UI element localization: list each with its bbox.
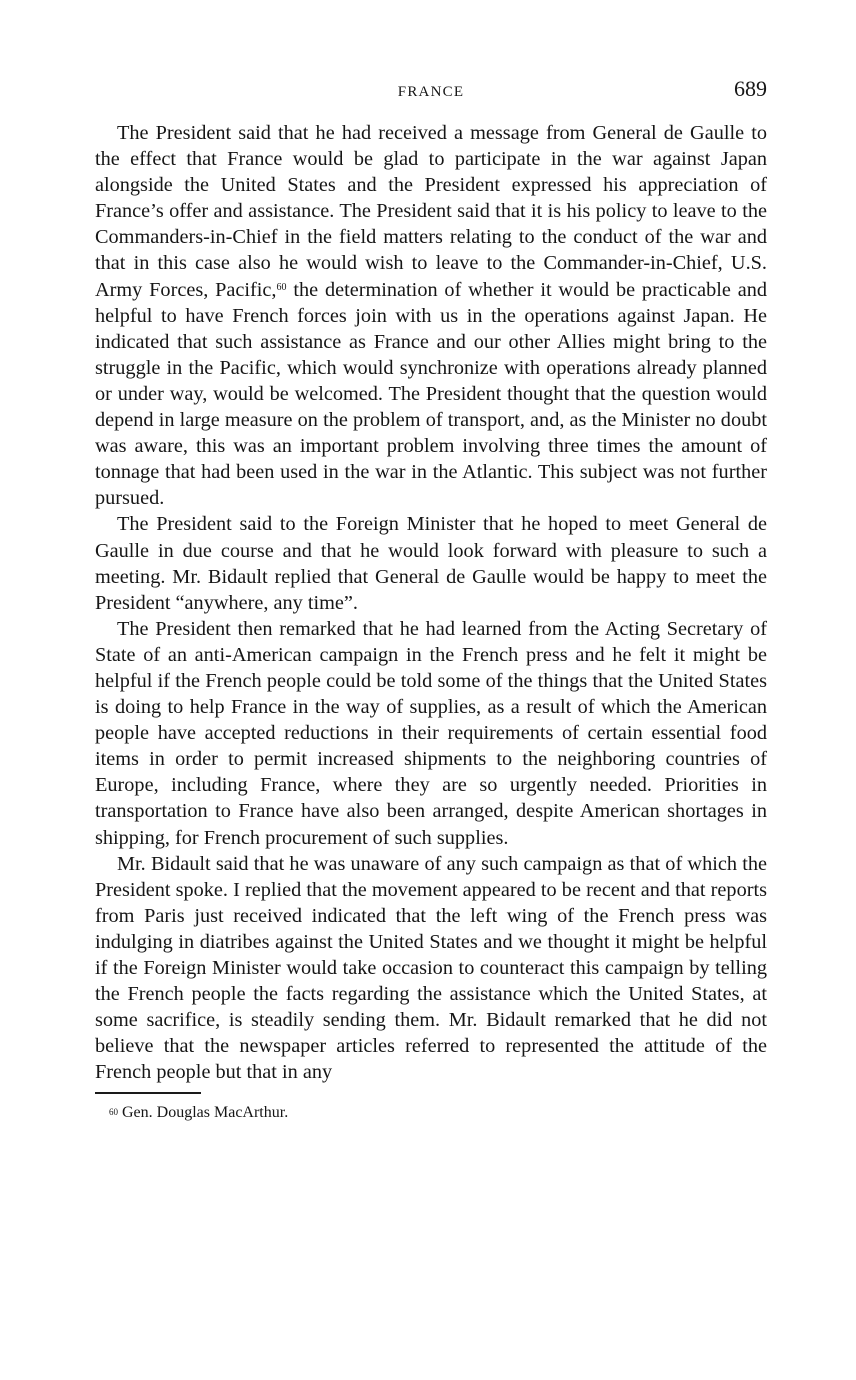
paragraph-1	[95, 120, 767, 511]
paragraph-1-text-before-note: The President said that he had received a message from General de Gaulle to the effect that France would be glad to participate in the war against Japan alongside the United States and the President expressed his appreciation of France’s offer and assistance. The President said that it is his policy to leave to the Commanders-in-Chief in the field matters relating to the conduct of the war and that in this case also he would wish to leave to the Commander-in-Chief, U.S. Army Forces, Pacific,	[95, 122, 767, 301]
paragraph-3: The President then remarked that he had learned from the Acting Secretary of State of an anti-American campaign in the French press and he felt it might be helpful if the French people could be told some of the things that the United States is doing to help France in the way of supplies, as a result of which the American people have accepted reductions in their requirements of certain essential food items in order to permit increased shipments to the neighboring countries of Europe, including France, where they are so urgently needed. Priorities in transportation to France have also been arranged, despite American shortages in shipping, for French procurement of such supplies.	[95, 617, 767, 849]
footnote-number: 60	[109, 1107, 118, 1118]
page-number: 689	[734, 76, 767, 101]
running-title: FRANCE	[397, 84, 465, 100]
footnote-reference: 60	[276, 281, 287, 293]
body-text	[95, 120, 767, 1085]
footnote	[95, 1103, 767, 1123]
footnote-divider	[95, 1092, 201, 1094]
document-page	[95, 72, 767, 1123]
paragraph-2: The President said to the Foreign Minister that he hoped to meet General de Gaulle in due course and that he would look forward with pleasure to such a meeting. Mr. Bidault replied that General de Gaulle would be happy to meet the President “anywhere, any time”.	[95, 513, 767, 614]
paragraph-4: Mr. Bidault said that he was unaware of any such campaign as that of which the President spoke. I replied that the movement appeared to be recent and that reports from Paris just received indicated that the left wing of the French press was indulging in diatribes against the United States and we thought it might be helpful if the Foreign Minister would take occasion to counteract this campaign by telling the French people the facts regarding the assistance which the United States, at some sacrifice, is steadily sending them. Mr. Bidault remarked that he did not believe that the newspaper articles referred to represented the attitude of the French people but that in any	[95, 852, 767, 1084]
footnote-text: Gen. Douglas MacArthur.	[122, 1104, 289, 1122]
running-header	[95, 72, 767, 106]
paragraph-1-text-after-note: the determination of whether it would be practicable and helpful to have French forces join with us in the operations against Japan. He indicated that such assistance as France and our other Allies might bring to the struggle in the Pacific, which would synchronize with operations already planned or under way, would be welcomed. The President thought that the question would depend in large measure on the problem of transport, and, as the Minister no doubt was aware, this was an important problem involving three times the amount of tonnage that had been used in the war in the Atlantic. This subject was not further pursued.	[95, 278, 768, 510]
